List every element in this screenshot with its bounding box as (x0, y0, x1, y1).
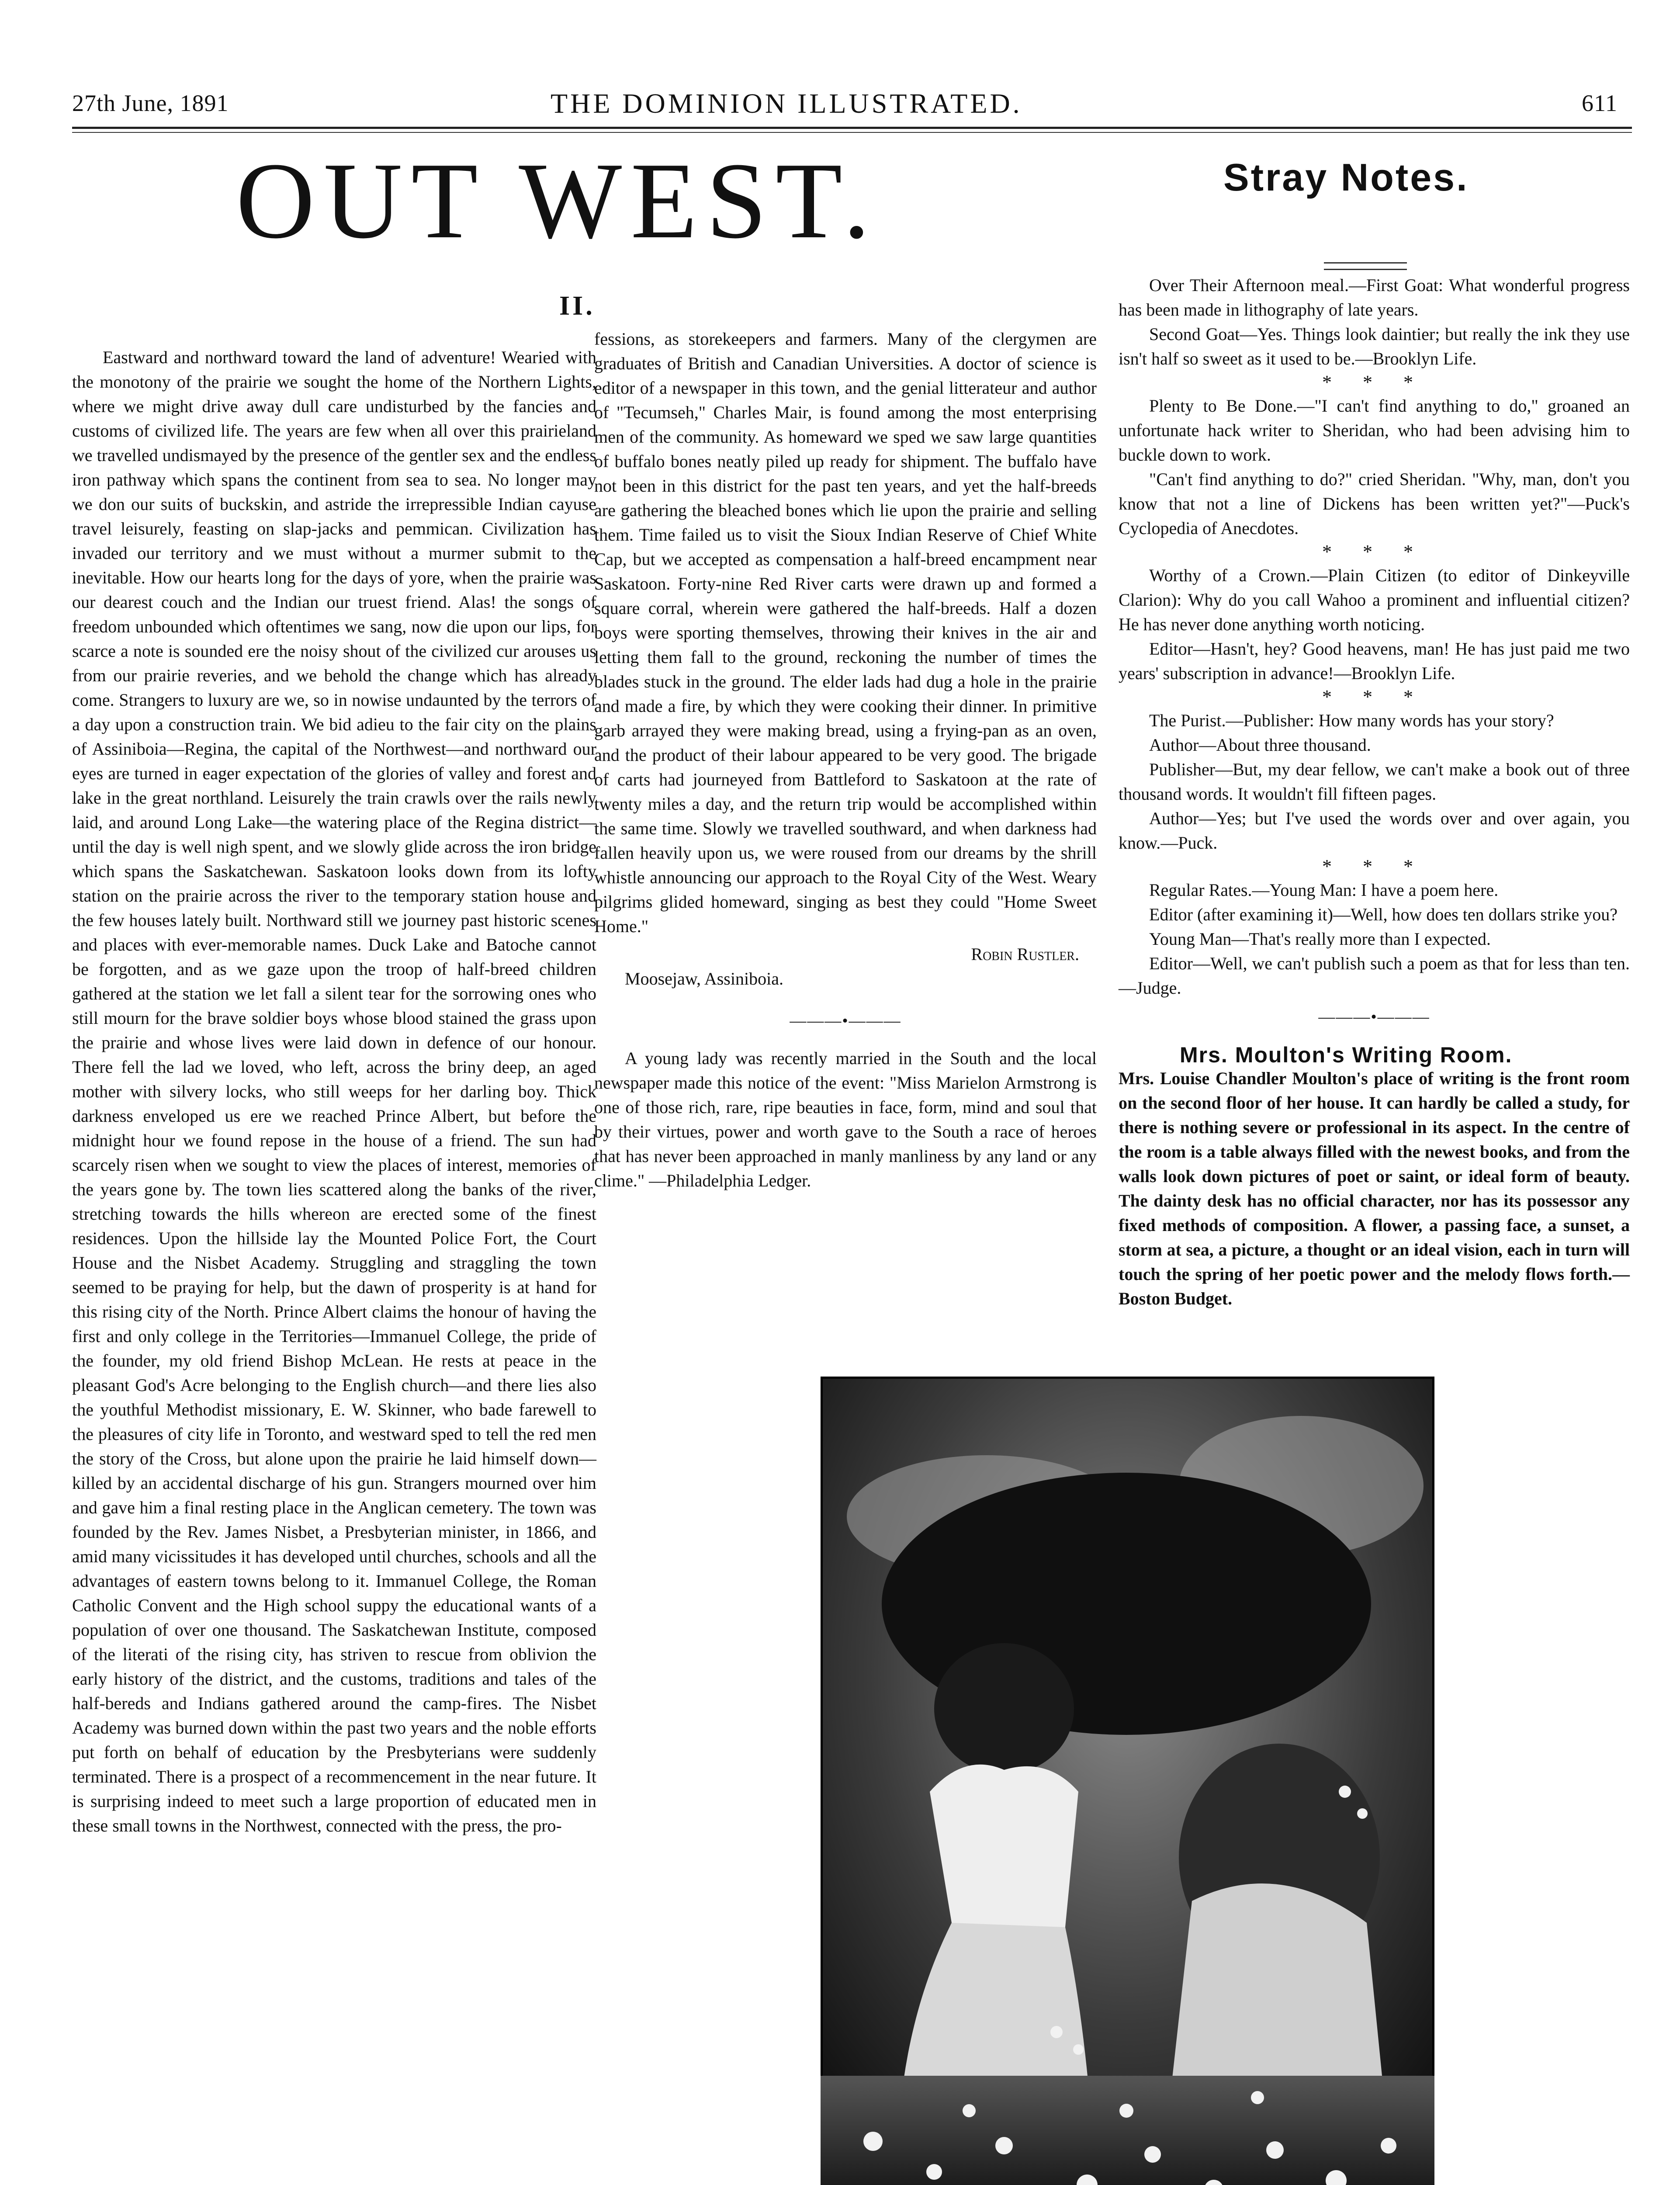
publication-title: THE DOMINION ILLUSTRATED. (551, 88, 1022, 119)
stray-note-line: Young Man—That's really more than I expected. (1149, 929, 1491, 949)
stray-note-line: Author—About three thousand. (1149, 735, 1371, 755)
stray-note-line: Plenty to Be Done.—"I can't find anything to do," groaned an unfortunate hack writer to Sheridan, who had been advising him to buckle down to work. (1119, 396, 1630, 465)
ornament-divider: ———•——— (1318, 1008, 1430, 1026)
article-column-1 (72, 345, 596, 1838)
moulton-title: Mrs. Moulton's Writing Room. (1180, 1043, 1513, 1067)
stray-note-line: Author—Yes; but I've used the words over and over again, you know.—Puck. (1119, 808, 1630, 853)
stray-note-line: Regular Rates.—Young Man: I have a poem here. (1149, 880, 1499, 900)
article-location: Moosejaw, Assiniboia. (625, 969, 783, 988)
star-separator: * * * (1322, 686, 1426, 708)
issue-date: 27th June, 1891 (72, 90, 229, 116)
stray-note-line: The Purist.—Publisher: How many words has your story? (1149, 711, 1554, 730)
header-rule (72, 127, 1632, 129)
stray-note-line: Worthy of a Crown.—Plain Citizen (to editor of Dinkeyville Clarion): Why do you call Wahoo a prominent and influential citizen? He has never done anything worth noticing. (1119, 565, 1630, 634)
stray-note-line: Over Their Afternoon meal.—First Goat: What wonderful progress has been made in lithography of late years. (1119, 275, 1630, 319)
page-number: 611 (1582, 90, 1618, 116)
stray-note-line: Editor—Hasn't, hey? Good heavens, man! He has just paid me two years' subscription in advance!—Brooklyn Life. (1119, 639, 1630, 683)
article-part-number: II. (559, 291, 595, 321)
stray-note-line: Editor (after examining it)—Well, how does ten dollars strike you? (1149, 905, 1618, 924)
stray-notes-column (1119, 273, 1630, 1035)
stray-note-line: "Can't find anything to do?" cried Sheridan. "Why, man, don't you know that not a line of Dickens has been written yet?"—Puck's Cyclopedia of Anecdotes. (1119, 469, 1630, 538)
article-paragraph: fessions, as storekeepers and farmers. Many of the clergymen are graduates of British and Canadian Universities. A doctor of science is editor of a newspaper in this town, and the genial litterateur and author of "Tecumseh," Charles Mair, is found among the most enterprising men of the community. As homeward we sped we saw large quantities of buffalo bones neatly piled up ready for shipment. The buffalo have not been in this district for the past ten years, and yet the half-breeds are gathering the bleached bones which lie upon the prairie and selling them. Time failed us to visit the Sioux Indian Reserve of Chief White Cap, but we accepted as compensation a half-breed encampment near Saskatoon. Forty-nine Red River carts were drawn up and formed a square corral, wherein were gathered the half-breeds. Half a dozen boys were sporting themselves, throwing their knives in the air and letting them fall to the ground, reckoning the number of times the blades stuck in the ground. The elder lads had dug a hole in the prairie and made a fire, by which they were cooking their dinner. In primitive garb arrayed they were making bread, using a frying-pan as an oven, and the product of their labour appeared to be very good. The brigade of carts had journeyed from Battleford to Saskatoon at the rate of twenty miles a day, and the return trip would be accomplished within the same time. Slowly we travelled southward, and when darkness had fallen heavily upon us, we were roused from our dreams by the shrill whistle announcing our approach to the Royal City of the West. Weary pilgrims glided homeward, singing as best they could "Home Sweet Home." (594, 329, 1097, 936)
stray-notes-rule (1324, 262, 1407, 264)
article-title: OUT WEST. (236, 140, 879, 261)
article-column-2 (594, 327, 1097, 1193)
stray-notes-title: Stray Notes. (1223, 156, 1469, 199)
header-rule-thin (72, 132, 1632, 133)
star-separator: * * * (1322, 856, 1426, 877)
ornament-divider: ———•——— (790, 1012, 901, 1030)
stray-note-line: Publisher—But, my dear fellow, we can't make a book out of three thousand words. It wouldn't fill fifteen pages. (1119, 760, 1630, 804)
star-separator: * * * (1322, 371, 1426, 393)
flower-gathering-photo (821, 1377, 1434, 2185)
philadelphia-item: A young lady was recently married in the South and the local newspaper made this notice of the event: "Miss Marielon Armstrong is one of those rich, rare, ripe beauties in face, form, mind and soul that by their virtues, power and worth gave to the South a race of heroes that has never been approached in manly manliness by any land or any clime." —Philadelphia Ledger. (594, 1048, 1097, 1190)
article-paragraph: Eastward and northward toward the land of adventure! Wearied with the monotony of the prairie we sought the home of the Northern Lights, where we might drive away dull care undisturbed by the fancies and customs of civilized life. The years are few when all over this prairieland we travelled undismayed by the presence of the gentler sex and the endless iron pathway which spans the continent from sea to sea. No longer may we don our suits of buckskin, and astride the irrepressible Indian cayuse travel leisurely, feasting on slap-jacks and pemmican. Civilization has invaded our territory and we must without a murmer submit to the inevitable. How our hearts long for the days of yore, when the prairie was our dearest couch and the Indian our truest friend. Alas! the songs of freedom unbounded which oftentimes we sang, now die upon our lips, for scarce a note is sounded ere the noisy shout of the civilized cur arouses us from our prairie reveries, and we behold the change which has already come. Strangers to luxury are we, so in nowise undaunted by the terrors of a day upon a construction train. We bid adieu to the fair city on the plains of Assiniboia—Regina, the capital of the Northwest—and northward our eyes are turned in eager expectation of the glories of valley and forest and lake in the great northland. Leisurely the train crawls over the rails newly laid, and around Long Lake—the watering place of the Regina district—until the day is well nigh spent, and we slowly glide across the iron bridge which spans the Saskatchewan. Saskatoon looks down from its lofty station on the prairie across the river to the temporary station house and the few houses lately built. Northward still we journey past historic scenes and places with ever-memorable names. Duck Lake and Batoche cannot be forgotten, and as we gaze upon the troop of half-breed children gathered at the station we let fall a silent tear for the sorrowing ones who still mourn for the brave soldier boys whose blood stained the grass upon the prairie and whose lives were laid down in defence of our honour. There fell the lad we loved, who left, across the briny deep, an aged mother with silvery locks, who still weeps for her darling boy. Thick darkness enveloped us ere we reached Prince Albert, but before the midnight hour we found repose in the house of a friend. The sun had scarcely risen when we sought to view the places of interest, memories of the years gone by. The town lies scattered along the banks of the river, stretching towards the hills whereon are erected some of the finest residences. Upon the hillside lay the Mounted Police Fort, the Court House and the Nisbet Academy. Struggling and straggling the town seemed to be praying for help, but the dawn of prosperity is at hand for this rising city of the North. Prince Albert claims the honour of having the first and only college in the Territories—Immanuel College, the pride of the founder, my old friend Bishop McLean. He rests at peace in the pleasant God's Acre belonging to the English church—and there lies also the youthful Methodist missionary, E. W. Skinner, who bade farewell to the pleasures of city life in Toronto, and westward sped to tell the red men the story of the Cross, but alone upon the prairie he laid himself down—killed by an accidental discharge of his gun. Strangers mourned over him and gave him a final resting place in the Anglican cemetery. The town was founded by the Rev. James Nisbet, a Presbyterian minister, in 1866, and amid many vicissitudes it has developed until churches, schools and all the advantages of eastern towns belong to it. Immanuel College, the Roman Catholic Convent and the High school suppy the educational wants of a population of over one thousand. The Saskatchewan Institute, composed of the literati of the rising city, has striven to rescue from oblivion the early history of the district, and the customs, traditions and tales of the half-bereds and Indians gathered around the camp-fires. The Nisbet Academy was burned down within the past two years and the noble efforts put forth on behalf of education by the Presbyterians were suddenly terminated. There is a prospect of a recommencement in the near future. It is surprising indeed to meet such a large proportion of educated men in these small towns in the Northwest, connected with the press, the pro- (72, 347, 596, 1835)
moulton-column (1119, 1066, 1630, 1311)
star-separator: * * * (1322, 541, 1426, 562)
stray-note-line: Editor—Well, we can't publish such a poem as that for less than ten.—Judge. (1119, 954, 1630, 998)
moulton-paragraph: Mrs. Louise Chandler Moulton's place of writing is the front room on the second floor of her house. It can hardly be called a study, for there is nothing severe or professional in its aspect. In the centre of the room is a table always filled with the newest books, and from the walls look down pictures of poet or saint, or ideal form of beauty. The dainty desk has no official character, nor has its possessor any fixed methods of composition. A flower, a passing face, a sunset, a storm at sea, a picture, a thought or an ideal vision, each in turn will touch the spring of her poetic power and the melody flows forth.—Boston Budget. (1119, 1068, 1630, 1308)
stray-note-line: Second Goat—Yes. Things look daintier; but really the ink they use isn't half so sweet as it used to be.—Brooklyn Life. (1119, 324, 1630, 368)
article-signature: Robin Rustler. (971, 944, 1079, 964)
stray-notes-rule (1324, 269, 1407, 270)
